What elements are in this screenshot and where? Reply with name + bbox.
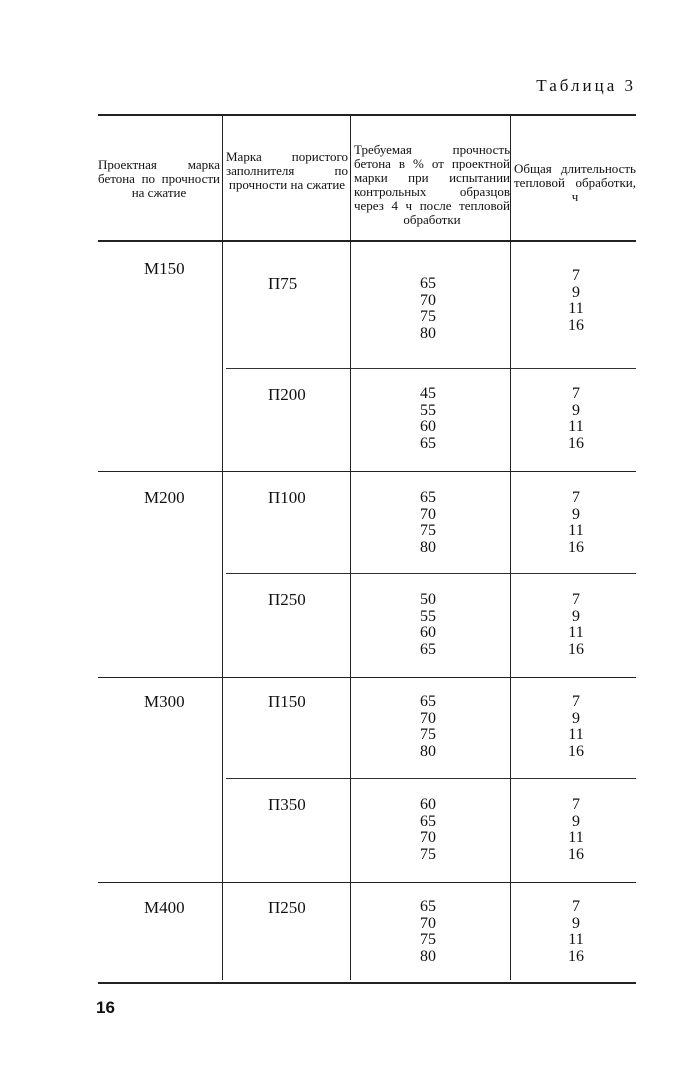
- column-divider-3: [510, 114, 511, 980]
- header-treatment-duration: [514, 162, 636, 204]
- header-design-grade: [98, 158, 220, 200]
- strength-values: 45 55 60 65: [420, 385, 436, 452]
- column-divider-2: [350, 114, 351, 980]
- duration-values: 7 9 11 16: [568, 693, 584, 760]
- page-number: 16: [96, 998, 115, 1017]
- duration-values: 7 9 11 16: [568, 267, 584, 334]
- table-caption: Таблица 3: [536, 76, 636, 95]
- table-bottom-rule: [98, 982, 636, 984]
- concrete-grade: М300: [144, 692, 185, 711]
- strength-values: 60 65 70 75: [420, 796, 436, 863]
- table-top-rule: [98, 114, 636, 116]
- group-rule-3: [98, 882, 636, 883]
- duration-values: 7 9 11 16: [568, 898, 584, 965]
- concrete-grade: М400: [144, 898, 185, 917]
- header-required-strength: [354, 143, 510, 227]
- duration-values: 7 9 11 16: [568, 489, 584, 556]
- duration-values: 7 9 11 16: [568, 591, 584, 658]
- aggregate-grade: П100: [268, 488, 306, 507]
- subrow-rule-2: [226, 573, 636, 574]
- duration-values: 7 9 11 16: [568, 385, 584, 452]
- group-rule-1: [98, 471, 636, 472]
- subrow-rule-3: [226, 778, 636, 779]
- strength-values: 50 55 60 65: [420, 591, 436, 658]
- header-treatment-duration-text: Общая длительность тепловой обработки, ч: [514, 161, 636, 204]
- header-design-grade-text: Проектная марка бетона по прочности на сжатие: [98, 157, 220, 200]
- strength-values: 65 70 75 80: [420, 898, 436, 965]
- header-aggregate-grade-text: Марка пористого заполнителя по прочности на сжатие: [226, 149, 348, 192]
- duration-values: 7 9 11 16: [568, 796, 584, 863]
- header-aggregate-grade: [226, 150, 348, 192]
- header-required-strength-text: Требуемая прочность бетона в % от проектной марки при испытании контрольных образцов через 4 ч после тепловой обработки: [354, 142, 510, 227]
- header-bottom-rule: [98, 240, 636, 242]
- strength-values: 65 70 75 80: [420, 275, 436, 342]
- aggregate-grade: П250: [268, 898, 306, 917]
- aggregate-grade: П200: [268, 385, 306, 404]
- concrete-grade: М150: [144, 259, 185, 278]
- strength-values: 65 70 75 80: [420, 693, 436, 760]
- column-divider-1: [222, 114, 223, 980]
- aggregate-grade: П75: [268, 274, 298, 293]
- aggregate-grade: П150: [268, 692, 306, 711]
- aggregate-grade: П250: [268, 590, 306, 609]
- strength-values: 65 70 75 80: [420, 489, 436, 556]
- aggregate-grade: П350: [268, 795, 306, 814]
- subrow-rule-1: [226, 368, 636, 369]
- concrete-grade: М200: [144, 488, 185, 507]
- group-rule-2: [98, 677, 636, 678]
